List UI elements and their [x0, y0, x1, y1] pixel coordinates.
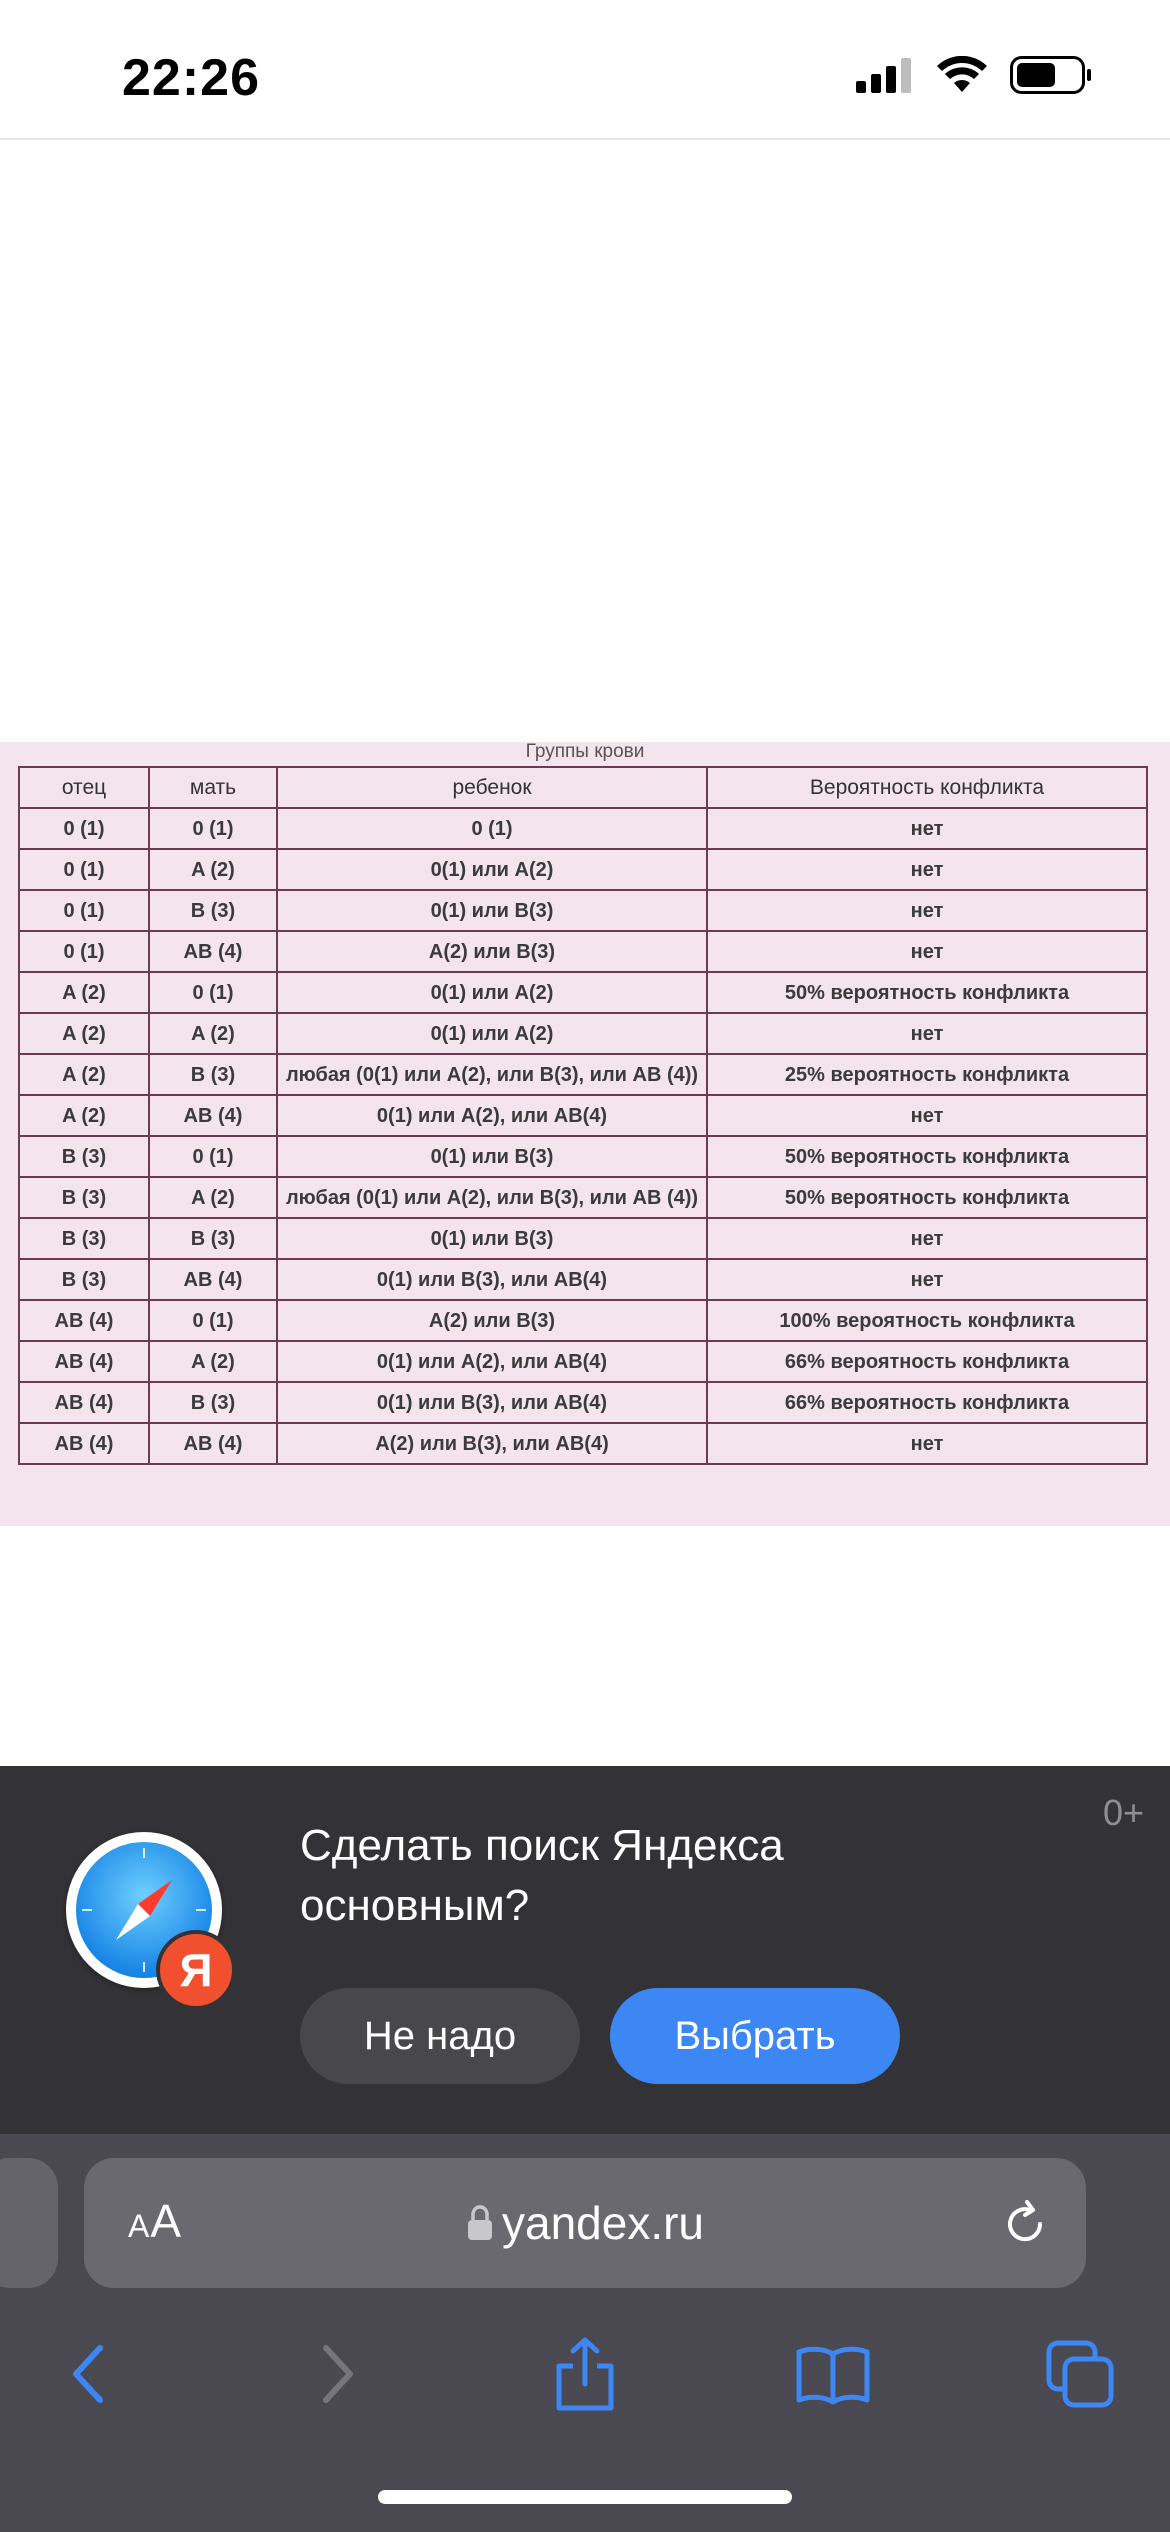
share-icon — [553, 2336, 617, 2412]
status-time: 22:26 — [122, 49, 260, 107]
cell-father: A (2) — [19, 1013, 149, 1054]
cell-child: 0(1) или B(3), или AB(4) — [277, 1382, 707, 1423]
cell-conflict: нет — [707, 931, 1147, 972]
blood-group-table — [18, 766, 1148, 1465]
cell-child: 0(1) или A(2), или AB(4) — [277, 1095, 707, 1136]
cellular-signal-icon — [856, 57, 914, 93]
table-row — [19, 1136, 1147, 1177]
url-display[interactable] — [84, 2158, 1086, 2288]
cell-child: 0(1) или B(3) — [277, 1136, 707, 1177]
cell-father: AB (4) — [19, 1300, 149, 1341]
cell-mother: B (3) — [149, 1054, 277, 1095]
cell-mother: AB (4) — [149, 931, 277, 972]
tabs-button[interactable] — [1040, 2334, 1120, 2414]
status-icons — [856, 56, 1092, 94]
cell-father: 0 (1) — [19, 931, 149, 972]
table-row — [19, 972, 1147, 1013]
header-mother: мать — [149, 767, 277, 808]
forward-button[interactable] — [298, 2334, 378, 2414]
cell-mother: AB (4) — [149, 1259, 277, 1300]
address-bar[interactable] — [84, 2158, 1086, 2288]
cell-child: 0(1) или A(2), или AB(4) — [277, 1341, 707, 1382]
cell-conflict: нет — [707, 1218, 1147, 1259]
cell-mother: 0 (1) — [149, 972, 277, 1013]
table-row — [19, 1177, 1147, 1218]
cell-conflict: нет — [707, 808, 1147, 849]
cell-conflict: нет — [707, 1095, 1147, 1136]
cell-child: любая (0(1) или A(2), или B(3), или AB (4)) — [277, 1177, 707, 1218]
status-bar — [0, 0, 1170, 140]
table-row — [19, 890, 1147, 931]
cell-mother: AB (4) — [149, 1095, 277, 1136]
cell-conflict: нет — [707, 890, 1147, 931]
page-content[interactable] — [0, 142, 1170, 1766]
cell-child: A(2) или B(3) — [277, 1300, 707, 1341]
lock-icon — [466, 2204, 494, 2242]
text-size-large-label: A — [150, 2195, 183, 2247]
cell-child: 0(1) или B(3), или AB(4) — [277, 1259, 707, 1300]
cell-child: 0(1) или B(3) — [277, 1218, 707, 1259]
cell-child: 0 (1) — [277, 808, 707, 849]
cell-mother: B (3) — [149, 1382, 277, 1423]
cell-father: 0 (1) — [19, 808, 149, 849]
cell-mother: 0 (1) — [149, 1136, 277, 1177]
cell-father: A (2) — [19, 972, 149, 1013]
cell-conflict: нет — [707, 1013, 1147, 1054]
cell-father: 0 (1) — [19, 849, 149, 890]
cell-conflict: 50% вероятность конфликта — [707, 1177, 1147, 1218]
cell-father: AB (4) — [19, 1382, 149, 1423]
url-text: yandex.ru — [501, 2197, 704, 2249]
cell-child: A(2) или B(3) — [277, 931, 707, 972]
cell-mother: 0 (1) — [149, 1300, 277, 1341]
cell-child: 0(1) или A(2) — [277, 849, 707, 890]
cell-conflict: 25% вероятность конфликта — [707, 1054, 1147, 1095]
table-row — [19, 1054, 1147, 1095]
cell-conflict: нет — [707, 1259, 1147, 1300]
cell-child: 0(1) или A(2) — [277, 972, 707, 1013]
yandex-badge-icon: Я — [156, 1930, 236, 2010]
cell-conflict: 66% вероятность конфликта — [707, 1382, 1147, 1423]
cell-conflict: 66% вероятность конфликта — [707, 1341, 1147, 1382]
table-row — [19, 1341, 1147, 1382]
tabs-icon — [1045, 2339, 1115, 2409]
cell-mother: AB (4) — [149, 1423, 277, 1464]
cell-mother: A (2) — [149, 849, 277, 890]
reload-icon[interactable] — [1000, 2198, 1050, 2248]
cell-conflict: 50% вероятность конфликта — [707, 1136, 1147, 1177]
forward-icon — [318, 2342, 358, 2406]
table-caption: Группы крови — [525, 741, 645, 762]
table-row — [19, 931, 1147, 972]
cell-conflict: нет — [707, 1423, 1147, 1464]
cell-child: любая (0(1) или A(2), или B(3), или AB (4)) — [277, 1054, 707, 1095]
cell-father: B (3) — [19, 1218, 149, 1259]
header-father: отец — [19, 767, 149, 808]
bookmarks-button[interactable] — [793, 2334, 873, 2414]
table-row — [19, 1013, 1147, 1054]
cell-father: B (3) — [19, 1259, 149, 1300]
cell-conflict: нет — [707, 849, 1147, 890]
cell-father: AB (4) — [19, 1341, 149, 1382]
cell-mother: A (2) — [149, 1341, 277, 1382]
back-button[interactable] — [48, 2334, 128, 2414]
decline-button[interactable]: Не надо — [300, 1988, 580, 2084]
cell-father: B (3) — [19, 1136, 149, 1177]
cell-mother: A (2) — [149, 1177, 277, 1218]
table-header-row — [19, 767, 1147, 808]
cell-conflict: 50% вероятность конфликта — [707, 972, 1147, 1013]
cell-mother: B (3) — [149, 890, 277, 931]
cell-father: A (2) — [19, 1095, 149, 1136]
accept-button[interactable]: Выбрать — [610, 1988, 900, 2084]
table-row — [19, 1259, 1147, 1300]
cell-father: A (2) — [19, 1054, 149, 1095]
table-row — [19, 1300, 1147, 1341]
cell-child: 0(1) или B(3) — [277, 890, 707, 931]
cell-child: A(2) или B(3), или AB(4) — [277, 1423, 707, 1464]
table-row — [19, 1218, 1147, 1259]
cell-father: B (3) — [19, 1177, 149, 1218]
cell-father: AB (4) — [19, 1423, 149, 1464]
wifi-icon — [936, 56, 988, 94]
cell-conflict: 100% вероятность конфликта — [707, 1300, 1147, 1341]
cell-child: 0(1) или A(2) — [277, 1013, 707, 1054]
home-indicator[interactable] — [378, 2490, 792, 2504]
previous-tab-preview[interactable] — [0, 2158, 58, 2288]
bookmarks-icon — [795, 2342, 871, 2406]
cell-mother: 0 (1) — [149, 808, 277, 849]
prompt-title: Сделать поиск Яндекса основным? — [300, 1821, 784, 1930]
share-button[interactable] — [545, 2334, 625, 2414]
age-rating-label: 0+ — [1102, 1792, 1144, 1833]
table-row — [19, 808, 1147, 849]
header-child: ребенок — [277, 767, 707, 808]
cell-mother: B (3) — [149, 1218, 277, 1259]
cell-mother: A (2) — [149, 1013, 277, 1054]
back-icon — [68, 2342, 108, 2406]
browser-toolbar — [0, 2304, 1170, 2434]
table-row — [19, 1095, 1147, 1136]
table-row — [19, 1382, 1147, 1423]
cell-father: 0 (1) — [19, 890, 149, 931]
header-conflict: Вероятность конфликта — [707, 767, 1147, 808]
table-row — [19, 1423, 1147, 1464]
text-size-small-label: A — [128, 2208, 151, 2244]
table-row — [19, 849, 1147, 890]
browser-bottom-bar — [0, 2134, 1170, 2532]
battery-icon — [1010, 56, 1092, 94]
blood-group-table-image — [0, 742, 1170, 1526]
